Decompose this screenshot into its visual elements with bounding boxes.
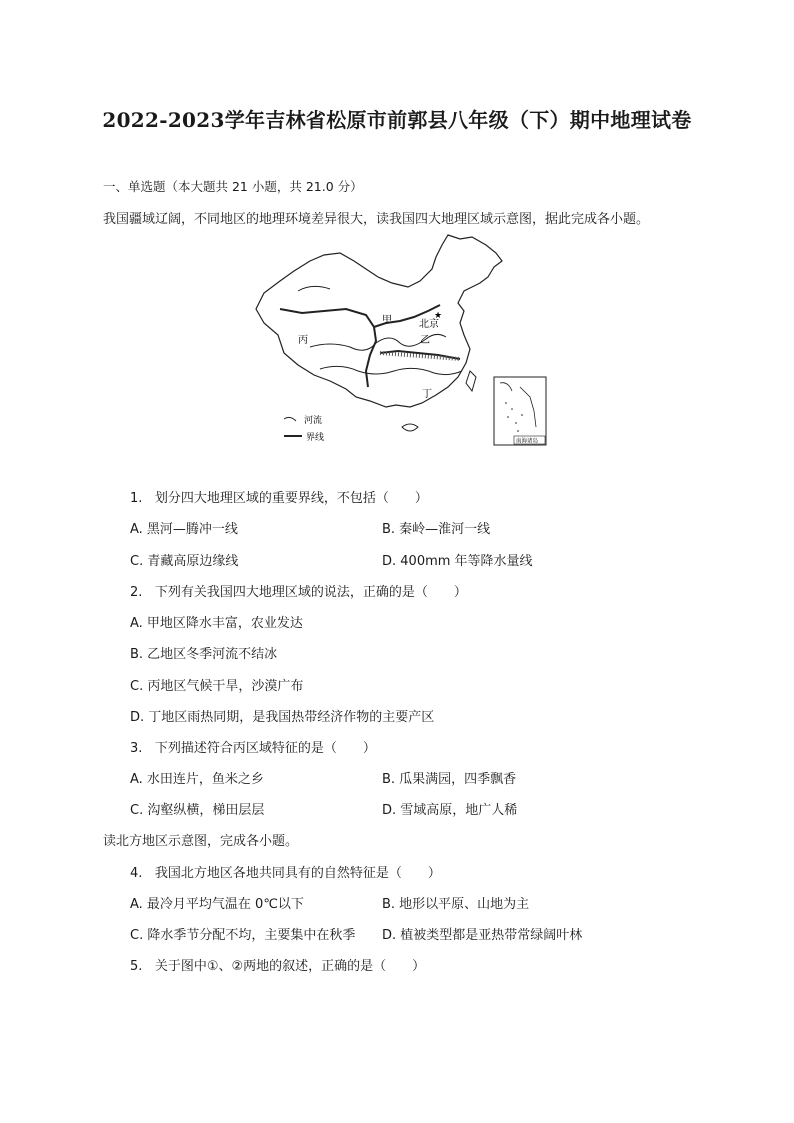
question-2 bbox=[130, 581, 467, 600]
option-3d[interactable]: D. 雪域高原，地广人稀 bbox=[382, 803, 518, 818]
label-yi: 乙 bbox=[420, 335, 430, 346]
label-bing: 丙 bbox=[298, 335, 308, 346]
option-4c[interactable]: C. 降水季节分配不均，主要集中在秋季 bbox=[130, 928, 356, 943]
china-regions-map bbox=[250, 231, 550, 446]
option-2a[interactable]: A. 甲地区降水丰富，农业发达 bbox=[130, 616, 303, 631]
question-stem: 划分四大地理区域的重要界线，不包括（ ） bbox=[154, 491, 428, 506]
option-1c[interactable]: C. 青藏高原边缘线 bbox=[130, 554, 239, 569]
question-number: 4. bbox=[130, 866, 143, 881]
hainan-island bbox=[402, 424, 418, 431]
taiwan-island bbox=[466, 371, 476, 391]
label-jia: 甲 bbox=[382, 315, 392, 326]
page-title: 2022-2023学年吉林省松原市前郭县八年级（下）期中地理试卷 bbox=[102, 108, 692, 132]
question-number: 2. bbox=[130, 585, 143, 600]
inset-label: 南海诸岛 bbox=[516, 438, 539, 445]
legend-boundary: 界线 bbox=[306, 433, 325, 443]
country-outline bbox=[256, 235, 502, 407]
option-4d[interactable]: D. 植被类型都是亚热带常绿阔叶林 bbox=[382, 928, 583, 943]
question-4 bbox=[130, 862, 441, 881]
question-stem: 关于图中①、②两地的叙述，正确的是（ ） bbox=[154, 959, 426, 974]
option-4a[interactable]: A. 最冷月平均气温在 0℃以下 bbox=[130, 897, 304, 912]
label-ding: 丁 bbox=[422, 389, 432, 400]
intro-text: 我国疆域辽阔，不同地区的地理环境差异很大，读我国四大地理区域示意图，据此完成各小题。 bbox=[103, 212, 650, 227]
label-beijing: 北京 bbox=[419, 319, 439, 330]
question-5 bbox=[130, 955, 425, 974]
option-4b[interactable]: B. 地形以平原、山地为主 bbox=[382, 897, 530, 912]
question-stem: 下列有关我国四大地理区域的说法，正确的是（ ） bbox=[154, 585, 467, 600]
option-3a[interactable]: A. 水田连片，鱼米之乡 bbox=[130, 772, 264, 787]
option-3b[interactable]: B. 瓜果满园，四季飘香 bbox=[382, 772, 517, 787]
question-number: 5. bbox=[130, 959, 143, 974]
south-china-sea-inset bbox=[494, 377, 546, 445]
question-stem: 下列描述符合丙区域特征的是（ ） bbox=[154, 741, 376, 756]
option-2c[interactable]: C. 丙地区气候干旱，沙漠广布 bbox=[130, 679, 304, 694]
option-1d[interactable]: D. 400mm 年等降水量线 bbox=[382, 554, 533, 569]
option-1a[interactable]: A. 黑河—腾冲一线 bbox=[130, 522, 238, 537]
region-boundaries bbox=[280, 305, 460, 387]
river-legend-icon bbox=[284, 417, 296, 421]
star-icon: ★ bbox=[434, 311, 443, 321]
option-3c[interactable]: C. 沟壑纵横，梯田层层 bbox=[130, 803, 265, 818]
option-1b[interactable]: B. 秦岭—淮河一线 bbox=[382, 522, 491, 537]
option-2b[interactable]: B. 乙地区冬季河流不结冰 bbox=[130, 647, 278, 662]
question-stem: 我国北方地区各地共同具有的自然特征是（ ） bbox=[154, 866, 441, 881]
legend-river: 河流 bbox=[304, 416, 323, 426]
section-heading: 一、单选题（本大题共 21 小题，共 21.0 分） bbox=[103, 179, 363, 194]
question-number: 1. bbox=[130, 491, 143, 506]
question-3 bbox=[130, 737, 376, 756]
map-legend bbox=[284, 414, 324, 443]
question-number: 3. bbox=[130, 741, 143, 756]
question-1 bbox=[130, 487, 428, 506]
option-2d[interactable]: D. 丁地区雨热同期，是我国热带经济作物的主要产区 bbox=[130, 710, 435, 725]
rivers bbox=[298, 286, 462, 374]
intro-text-2: 读北方地区示意图，完成各小题。 bbox=[103, 834, 299, 849]
